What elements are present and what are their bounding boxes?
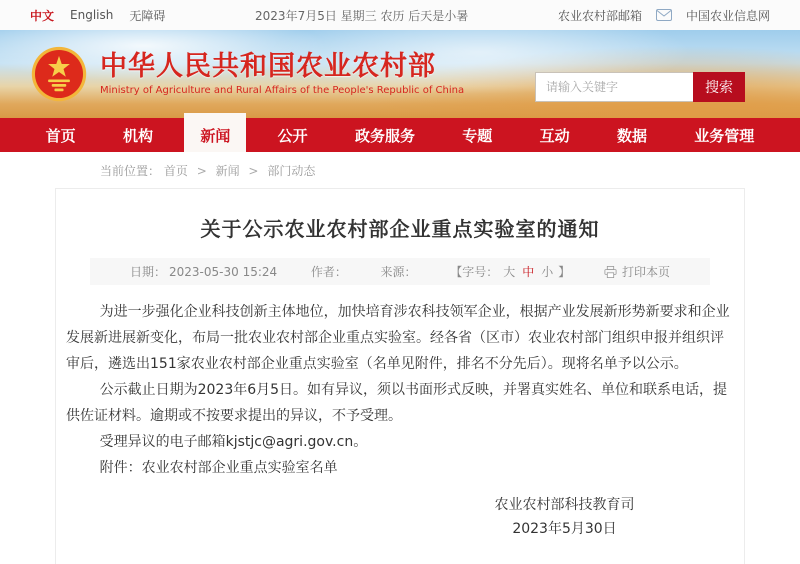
article-paragraph: 公示截止日期为2023年6月5日。如有异议，须以书面形式反映，并署真实姓名、单位和联系电话，提供佐证材料。逾期或不按要求提出的异议，不予受理。	[66, 382, 728, 424]
mailbox-link[interactable]: 农业农村部邮箱	[557, 8, 642, 23]
article-title: 关于公示农业农村部企业重点实验室的通知	[200, 217, 600, 241]
breadcrumb-home[interactable]: 首页	[163, 164, 188, 178]
site-header-banner	[0, 30, 800, 118]
font-size-prefix: 【字号：	[450, 265, 499, 279]
print-button[interactable]	[604, 263, 670, 280]
font-size-medium-button[interactable]: 中	[522, 265, 535, 279]
national-emblem-logo[interactable]	[30, 45, 88, 103]
printer-icon	[604, 266, 617, 278]
breadcrumb-separator: >	[196, 164, 207, 178]
font-size-small-button[interactable]: 小	[541, 265, 554, 279]
signature-date: 2023年5月30日	[512, 521, 617, 537]
meta-date-value: 2023-05-30 15:24	[169, 264, 278, 279]
font-size-suffix: 】	[558, 265, 571, 279]
font-size-widget	[450, 263, 570, 280]
breadcrumb-dept-news[interactable]: 部门动态	[267, 164, 316, 178]
topbar-right-links	[558, 7, 770, 24]
breadcrumb	[0, 152, 800, 188]
meta-date	[130, 263, 277, 280]
breadcrumb-news[interactable]: 新闻	[215, 164, 240, 178]
article-body	[66, 299, 734, 541]
nav-item-organization[interactable]: 机构	[122, 126, 153, 145]
top-utility-bar	[0, 0, 800, 30]
info-site-link[interactable]: 中国农业信息网	[685, 8, 770, 23]
font-size-large-button[interactable]: 大	[503, 265, 516, 279]
lang-en-link[interactable]: English	[70, 8, 114, 22]
article-meta-bar	[90, 258, 710, 285]
mail-icon[interactable]	[656, 9, 672, 21]
lang-zh-link[interactable]: 中文	[30, 8, 55, 23]
site-title: 中华人民共和国农业农村部	[100, 51, 436, 83]
attachment-link[interactable]: 附件：农业农村部企业重点实验室名单	[99, 460, 338, 476]
print-label: 打印本页	[621, 265, 670, 279]
nav-item-business[interactable]: 业务管理	[694, 126, 755, 145]
signature-department: 农业农村部科技教育司	[494, 497, 635, 513]
meta-date-label: 日期：	[130, 265, 167, 279]
nav-item-services[interactable]: 政务服务	[354, 126, 415, 145]
search-button[interactable]: 搜索	[693, 72, 745, 102]
nav-item-home[interactable]: 首页	[45, 126, 76, 145]
nav-item-disclosure[interactable]: 公开	[277, 126, 308, 145]
site-subtitle: Ministry of Agriculture and Rural Affairs of the People's Republic of China	[100, 84, 465, 96]
meta-source-label: 来源：	[380, 265, 417, 279]
search-input[interactable]	[535, 72, 693, 102]
meta-author-label: 作者：	[310, 265, 347, 279]
search-bar	[535, 72, 745, 102]
main-nav	[0, 118, 800, 152]
nav-item-interaction[interactable]: 互动	[539, 126, 570, 145]
topbar-left-links	[30, 7, 165, 24]
accessibility-link[interactable]: 无障碍	[129, 8, 166, 23]
article-panel	[55, 188, 745, 564]
date-text: 2023年7月5日 星期三 农历 后天是小暑	[255, 8, 469, 23]
article-paragraph: 为进一步强化企业科技创新主体地位，加快培育涉农科技领军企业，根据产业发展新形势新要求和企业发展新进展新变化，布局一批农业农村部企业重点实验室。经各省（区市）农业农村部门组织申报并组织评审后，遴选出151家农业农村部企业重点实验室（名单见附件，排名不分先后）。现将名单予以公示。	[66, 304, 730, 372]
site-brand[interactable]	[100, 52, 464, 96]
breadcrumb-separator: >	[248, 164, 259, 178]
article-paragraph: 受理异议的电子邮箱kjstjc@agri.gov.cn。	[99, 434, 368, 450]
nav-item-topics[interactable]: 专题	[462, 126, 493, 145]
breadcrumb-label: 当前位置：	[100, 164, 161, 178]
nav-item-news[interactable]: 新闻	[184, 113, 246, 152]
signature-block	[457, 493, 672, 541]
nav-item-data[interactable]: 数据	[616, 126, 647, 145]
